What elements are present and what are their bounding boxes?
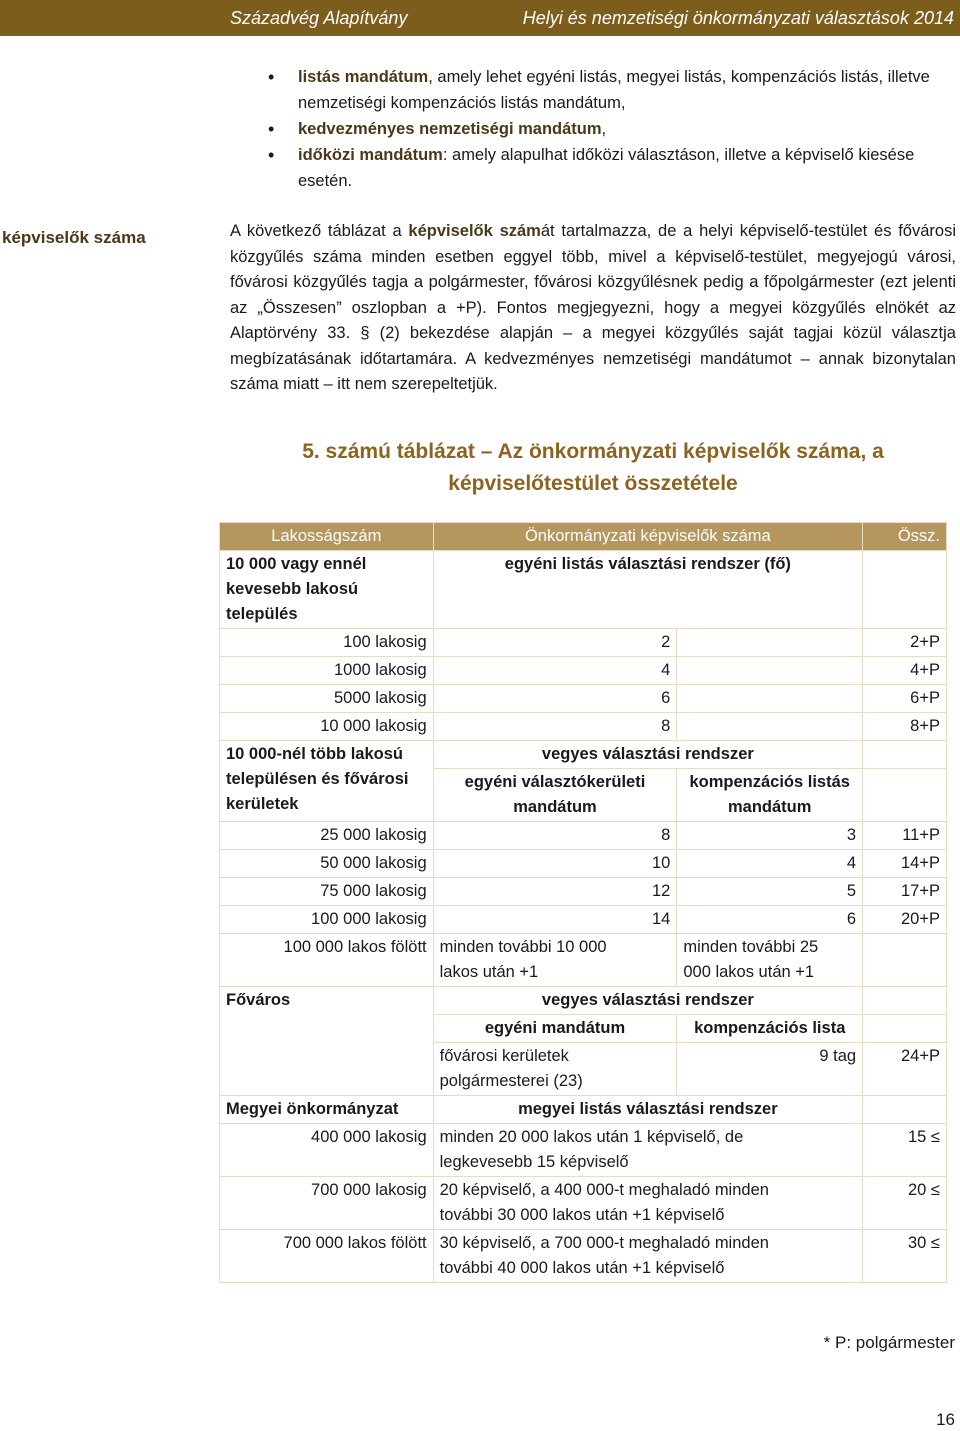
table-row: egyéni mandátum kompenzációs lista xyxy=(220,1015,947,1043)
bullet-list xyxy=(270,64,960,194)
page-number: 16 xyxy=(936,1410,955,1429)
table-row: 10 000-nél több lakosú településen és fővárosi kerületek vegyes választási rendszer xyxy=(220,741,947,769)
table-footnote: * P: polgármester xyxy=(823,1333,955,1352)
table-row: 50 000 lakosig 10 4 14+P xyxy=(220,850,947,878)
table-row: Főváros vegyes választási rendszer xyxy=(220,987,947,1015)
table-row: 100 lakosig 2 2+P xyxy=(220,629,947,657)
table-row: 75 000 lakosig 12 5 17+P xyxy=(220,878,947,906)
column-header: Össz. xyxy=(863,523,947,551)
table-row: egyéni választókerületi mandátum kompenzációs listás mandátum xyxy=(220,769,947,822)
column-header: Lakosságszám xyxy=(220,523,434,551)
table-row: 25 000 lakosig 8 3 11+P xyxy=(220,822,947,850)
bullet-icon: • xyxy=(268,119,275,139)
header-organization: Századvég Alapítvány xyxy=(230,8,408,28)
bullet-icon: • xyxy=(268,145,275,165)
table-row: 400 000 lakosig minden 20 000 lakos után 1 képviselő, de legkevesebb 15 képviselő 15 ≤ xyxy=(220,1124,947,1177)
table-caption: 5. számú táblázat – Az önkormányzati képviselők száma, a képviselőtestület összetétele xyxy=(302,440,884,495)
table-header-row xyxy=(220,523,947,551)
table-row: 700 000 lakosig 20 képviselő, a 400 000-t meghaladó minden további 30 000 lakos után +1 képviselő 20 ≤ xyxy=(220,1177,947,1230)
table-row: 100 000 lakos fölött minden további 10 000 lakos után +1 minden további 25 000 lakos után +1 xyxy=(220,934,947,987)
table-row: Megyei önkormányzat megyei listás választási rendszer xyxy=(220,1096,947,1124)
table-row: 10 000 lakosig 8 8+P xyxy=(220,713,947,741)
table-row: fővárosi kerületek polgármesterei (23) 9 tag 24+P xyxy=(220,1043,947,1096)
page-header xyxy=(0,0,960,36)
list-item: • időközi mandátum: amely alapulhat időközi választáson, illetve a képviselő kiesése esetén. xyxy=(270,142,960,194)
table-row: 100 000 lakosig 14 6 20+P xyxy=(220,906,947,934)
list-item: • kedvezményes nemzetiségi mandátum, xyxy=(270,116,960,142)
table-row: 10 000 vagy ennél kevesebb lakosú település egyéni listás választási rendszer (fő) xyxy=(220,551,947,629)
table-row: 700 000 lakos fölött 30 képviselő, a 700 000-t meghaladó minden további 40 000 lakos után +1 képviselő 30 ≤ xyxy=(220,1230,947,1283)
margin-label: képviselők száma xyxy=(2,228,146,247)
representatives-table xyxy=(219,522,947,1283)
table-row: 1000 lakosig 4 4+P xyxy=(220,657,947,685)
table-row: 5000 lakosig 6 6+P xyxy=(220,685,947,713)
list-item: • listás mandátum, amely lehet egyéni listás, megyei listás, kompenzációs listás, illetve nemzetiségi kompenzációs listás mandátum, xyxy=(270,64,960,116)
column-header: Önkormányzati képviselők száma xyxy=(433,523,862,551)
header-document-title: Helyi és nemzetiségi önkormányzati választások 2014 xyxy=(522,8,954,28)
bullet-icon: • xyxy=(268,67,275,87)
body-paragraph: A következő táblázat a képviselők számát tartalmazza, de a helyi képviselő-testület és fővárosi közgyűlés száma minden esetben eggyel több, mivel a képviselő-testület, megyejogú városi, fővárosi közgyűlés tagja a polgármester, fővárosi közgyűlésnek pedig a főpolgármester (ezt jelenti az „Összesen” oszlopban a +P). Fontos megjegyezni, hogy a megyei közgyűlés elnökét az Alaptörvény 33. § (2) bekezdése alapján – a megyei közgyűlés saját tagjai közül választja megbízatásának időtartamára. A kedvezményes nemzetiségi mandátumot – annak bizonytalan száma miatt – itt nem szerepeltetjük. xyxy=(230,222,956,393)
